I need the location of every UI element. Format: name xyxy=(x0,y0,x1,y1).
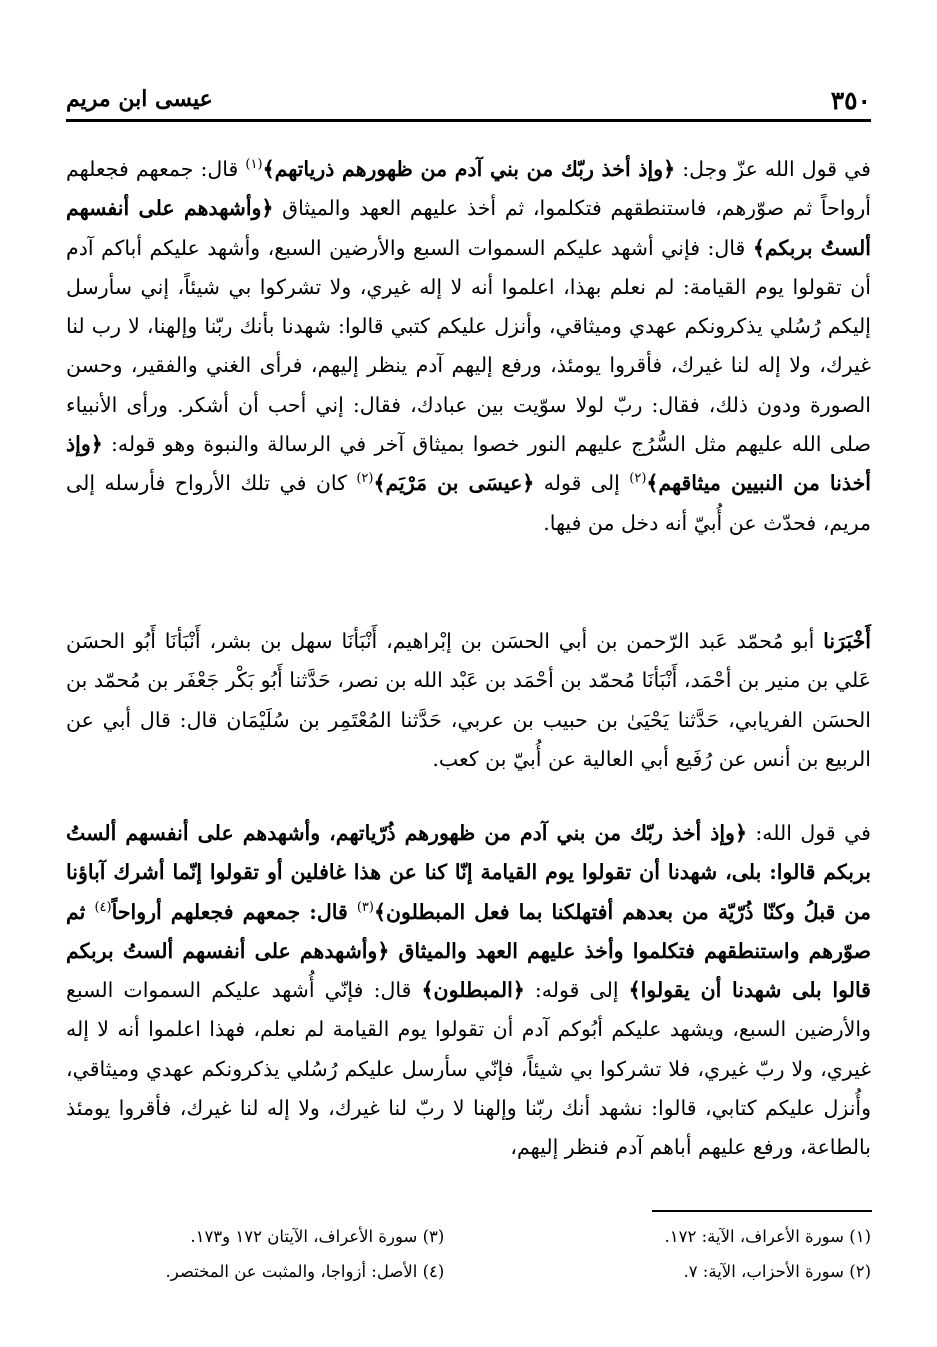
text-run: قال: فإنّي أُشهد عليكم السموات السبع والأرضين السبع، ويشهد عليكم أبُوكم آدم أن تقولوا يوم القيامة لم نعلم، فهذا اعلموا أنه لا إله غيري، ولا ربّ غيري، فلا تشركوا بي شيئاً، فإنّي سأرسل عليكم رُسُلي يذكرونكم عهدي وميثاقي، وأُنزل عليكم كتابي، قالوا: نشهد أنك ربّنا وإلهنا لا ربّ لنا غيرك، ولا إله لنا غيرك، فأقروا يومئذ بالطاعة، ورفع عليهم أباهم آدم فنظر إليهم، xyxy=(66,978,871,1160)
quran-quote: ﴿عيسَى بن مَرْيَم﴾ xyxy=(373,471,535,496)
header-rule xyxy=(66,119,871,122)
footnote-ref: (٢) xyxy=(356,471,374,487)
text-run: في قول الله عزّ وجل: xyxy=(675,157,871,181)
text-run: إلى قوله xyxy=(534,471,630,496)
page-header xyxy=(66,84,871,122)
running-title: عيسى ابن مريم xyxy=(66,86,213,112)
quran-quote: ﴿المبطلون﴾ xyxy=(421,978,525,1003)
footnote-2: (٢) سورة الأحزاب، الآية: ٧. xyxy=(683,1262,871,1281)
quran-quote: ﴿وإذ أخذ ربّك من بني آدم من ظهورهم ذرياتهم﴾ xyxy=(262,157,676,181)
bold-text: قال: جمعهم فجعلهم أرواحاً xyxy=(111,899,357,924)
footnote-ref: (٢) xyxy=(629,471,647,487)
text-run: كان في تلك الأرواح فأرسله إلى مريم، فحدّث عن أُبيّ أنه دخل من فيها. xyxy=(66,471,871,535)
bold-text: ثم صوّرهم واستنطقهم فتكلموا وأخذ عليهم العهد والميثاق xyxy=(66,899,871,963)
footnote-4: (٤) الأصل: أزواجا، والمثبت عن المختصر. xyxy=(165,1262,445,1281)
footnotes-left-column xyxy=(66,1219,444,1289)
quran-quote: ﴿وأشهدهم على أنفسهم ألستُ بربكم قالوا بلى شهدنا أن يقولوا﴾ xyxy=(66,938,871,1003)
footnote-3: (٣) سورة الأعراف، الآيتان ١٧٢ و١٧٣. xyxy=(190,1227,445,1246)
quran-quote: ﴿وأشهدهم على أنفسهم ألستُ بربكم﴾ xyxy=(66,196,871,260)
quran-quote: ﴿وإذ أخذنا من النبيين ميثاقهم﴾ xyxy=(66,432,871,496)
footnote-rule xyxy=(652,1210,872,1212)
quran-quote: ﴿وإذ أخذ ربّك من بني آدم من ظهورهم ذُرّياتهم، وأشهدهم على أنفسهم ألستُ بربكم قالوا: بلى، شهدنا أن تقولوا يوم القيامة إنّا كنا عن هذا غافلين أو تقولوا إنّما أشرك آباؤنا من قبلُ وكنّا ذُرّيّة من بعدهم أفتهلكنا بما فعل المبطلون﴾ xyxy=(66,821,871,924)
footnote-1: (١) سورة الأعراف، الآية: ١٧٢. xyxy=(664,1227,871,1246)
footnote-ref: (١) xyxy=(245,157,263,173)
text-run: في قول الله: xyxy=(746,821,871,845)
footnote-ref: (٤) xyxy=(94,899,112,915)
text-run: أبو مُحمّد عَبد الرّحمن بن أبي الحسَن بن إبْراهيم، أَنْبَأنَا سهل بن بشر، أَنْبَأنَا أَبُو الحسَن عَلي بن منير بن أحْمَد، أَنْبَأنَا مُحمّد بن أحْمَد بن عَبْد الله بن نصر، حَدَّثنا أَبُو بَكْر جَعْفَر بن مُحمّد بن الحسَن الفريابي، حَدَّثنا يَحْيَىٰ بن حبيب بن عربي، حَدَّثنا المُعْتَمِر بن سُلَيْمَان قال: قال أبي عن الربيع بن أنس عن رُفَيع أبي العالية عن أُبيّ بن كعب. xyxy=(66,629,871,771)
paragraph-2-isnad xyxy=(66,622,871,792)
text-run: إلى قوله: xyxy=(524,978,629,1003)
akhbarana-keyword: أَخْبَرَنا xyxy=(823,629,871,653)
paragraph-3 xyxy=(66,814,871,1194)
footnotes-right-column xyxy=(493,1219,871,1289)
paragraph-1 xyxy=(66,150,871,620)
footnotes xyxy=(66,1219,871,1289)
text-run: قال: جمعهم فجعلهم أرواحاً ثم صوّرهم، فاستنطقهم فتكلموا، ثم أخذ عليهم العهد والميثاق xyxy=(66,157,872,221)
text-run: قال: فإني أشهد عليكم السموات السبع والأرضين السبع، وأشهد عليكم أباكم آدم أن تقولوا يوم القيامة: لم نعلم بهذا، اعلموا أنه لا إله غيري، ولا تشركوا بي شيئاً، إني سأرسل إليكم رُسُلي يذكرونكم عهدي وميثاقي، وأنزل عليكم كتبي قالوا: شهدنا بأنك ربّنا وإلهنا، لا رب لنا غيرك، ولا إله لنا غيرك، فأقروا يومئذ، ورفع إليهم آدم ينظر إليهم، فرأى الغني والفقير، وحسن الصورة ودون ذلك، فقال: ربّ لولا سوّيت بين عبادك، فقال: إني أحب أن أشكر. ورأى الأنبياء صلى الله عليهم مثل السُّرُج عليهم النور خصوا بميثاق آخر في الرسالة والنبوة وهو قوله: xyxy=(66,235,871,457)
page-number: ٣٥٠ xyxy=(830,86,871,115)
footnote-ref: (٣) xyxy=(356,899,374,915)
